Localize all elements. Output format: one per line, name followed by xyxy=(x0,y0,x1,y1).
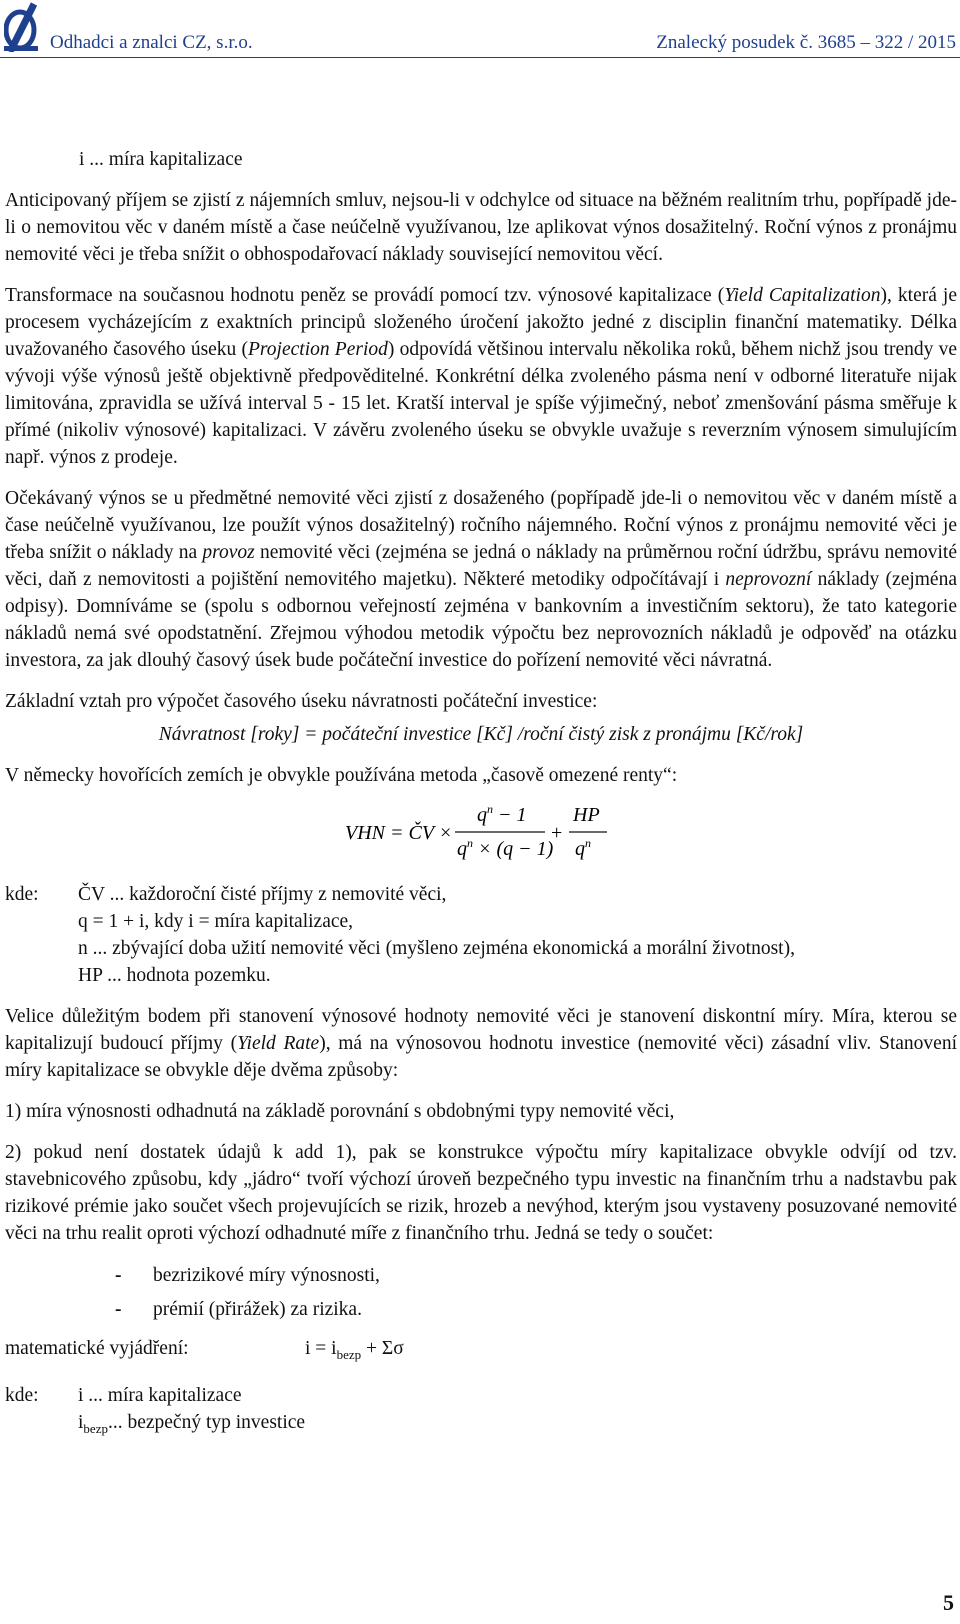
vhn-equation xyxy=(345,795,665,873)
variable-ibezp: $i_{bezp}$... bezpečný typ investice xyxy=(78,1411,306,1436)
paragraph-anticipated-income: Anticipovaný příjem se zjistí z nájemních smluv, nejsou-li v odchylce od situace na běžném realitním trhu, popřípadě jde-li o nemovitou věc v daném místě a čase neúčelně využívanou, lze aplikovat výnos dosažitelný. Roční výnos z pronájmu nemovité věci je třeba snížit o obhospodařovací náklady související nemovitou věcí. xyxy=(5,190,957,265)
report-number: Znalecký posudek č. 3685 – 322 / 2015 xyxy=(656,32,956,53)
vhn-plus: + xyxy=(551,822,563,844)
variable-q: q = 1 + i, kdy i = míra kapitalizace, xyxy=(78,911,354,932)
list-item: - prémií (přirážek) za rizika. xyxy=(115,1299,362,1320)
vhn-den1: $q^n \times (q - 1)$ xyxy=(457,836,554,860)
paragraph-basic-relation: Základní vztah pro výpočet časového úseku návratnosti počáteční investice: xyxy=(5,691,598,712)
kde-label: kde: xyxy=(5,884,39,905)
vhn-den2: $q^n$ xyxy=(575,836,591,860)
variable-i: i ... míra kapitalizace xyxy=(78,1384,242,1406)
variables-list-1 xyxy=(5,881,957,989)
document-body xyxy=(5,146,957,1442)
header-divider xyxy=(0,57,960,58)
page-header xyxy=(0,0,960,62)
paragraph-german-method: V německy hovořících zemích je obvykle používána metoda „časově omezené renty“: xyxy=(5,765,678,786)
vhn-num2: HP xyxy=(573,804,600,826)
variable-cv: ČV ... každoroční čisté příjmy z nemovité věci, xyxy=(78,884,447,905)
paragraph-method-1: 1) míra výnosnosti odhadnutá na základě porovnání s obdobnými typy nemovité věci, xyxy=(5,1101,675,1122)
variable-hp: HP ... hodnota pozemku. xyxy=(78,965,271,986)
company-name: Odhadci a znalci CZ, s.r.o. xyxy=(50,32,253,53)
bullet-list xyxy=(5,1259,957,1327)
paragraph-i-definition: i ... míra kapitalizace xyxy=(79,149,243,170)
math-expression-line xyxy=(5,1335,957,1368)
math-expression: $i = i_{bezp} + \Sigma\sigma$ xyxy=(305,1338,404,1362)
kde-label: kde: xyxy=(5,1384,39,1406)
variable-n: n ... zbývající doba užití nemovité věci (myšleno zejména ekonomická a morální životnost), xyxy=(78,938,795,959)
paragraph-discount-rate: Velice důležitým bodem při stanovení výnosové hodnoty nemovité věci je stanovení diskontní míry. Míra, kterou se kapitalizují budoucí příjmy (Yield Rate), má na výnosovou hodnotu investice (nemovité věci) zásadní vliv. Stanovení míry kapitalizace se obvykle děje dvěma způsoby: xyxy=(5,1006,957,1081)
list-item: - bezrizikové míry výnosnosti, xyxy=(115,1265,380,1286)
variables-list-2 xyxy=(5,1382,957,1442)
vhn-lhs: VHN = ČV × xyxy=(345,822,453,844)
formula-payback: Návratnost [roky] = počáteční investice [Kč] /roční čistý zisk z pronájmu [Kč/rok] xyxy=(158,724,804,745)
vhn-num1: $q^n - 1$ xyxy=(477,802,527,826)
paragraph-method-2: 2) pokud není dostatek údajů k add 1), pak se konstrukce výpočtu míry kapitalizace obvykle odvíjí od tzv. stavebnicového způsobu, kdy „jádro“ tvoří výchozí úroveň bezpečného typu investic na finančním trhu a nadstavbu pak rizikové prémie jako součet všech projevujících se rizik, hrozeb a nevýhod, kterým jsou vystaveny posuzované nemovité věci na trhu realit oproti výchozí odhadnuté míře z finančního trhu. Jedná se tedy o součet: xyxy=(5,1142,957,1244)
page-number: 5 xyxy=(943,1590,954,1615)
formula-vhn xyxy=(5,795,957,875)
math-label: matematické vyjádření: xyxy=(5,1338,189,1359)
paragraph-expected-income: Očekávaný výnos se u předmětné nemovité věci zjistí z dosaženého (popřípadě jde-li o nemovitou věc v daném místě a čase neúčelně využívanou, lze použít výnos dosažitelný) ročního nájemného. Roční výnos z pronájmu nemovité věci je třeba snížit o náklady na provoz nemovité věci (zejména se jedná o náklady na průměrnou roční údržbu, správu nemovité věci, daň z nemovitosti a pojištění nemovitého majetku). Některé metodiky odpočítávají i neprovozní náklady (zejména odpisy). Domníváme se (spolu s odbornou veřejností zejména v bankovním a investičním sektoru), že tato kategorie nákladů nemá své opodstatnění. Zřejmou výhodou metodik výpočtu bez neprovozních nákladů je odpověď na otázku investora, za jak dlouhý časový úsek bude počáteční investice do pořízení nemovité věci návratná. xyxy=(5,488,958,671)
paragraph-transformation: Transformace na současnou hodnotu peněz se provádí pomocí tzv. výnosové kapitalizace (Yield Capitalization), která je procesem vycházejícím z exaktních principů složeného úročení jakožto jedné z disciplin finanční matematiky. Délka uvažovaného časového úseku (Projection Period) odpovídá většinou intervalu několika roků, během nichž jsou trendy ve vývoji výše výnosů ještě objektivně předpověditelné. Konkrétní délka zvoleného pásma není v odborné literatuře nijak limitována, zpravidla se užívá interval 5 - 15 let. Kratší interval je spíše výjimečný, neboť zmenšování pásma směřuje k přímé (nikoliv výnosové) kapitalizaci. V závěru zvoleného úseku se obvykle uvažuje s reverzním výnosem simulujícím např. výnos z prodeje. xyxy=(5,285,957,468)
company-logo-icon xyxy=(4,2,42,52)
